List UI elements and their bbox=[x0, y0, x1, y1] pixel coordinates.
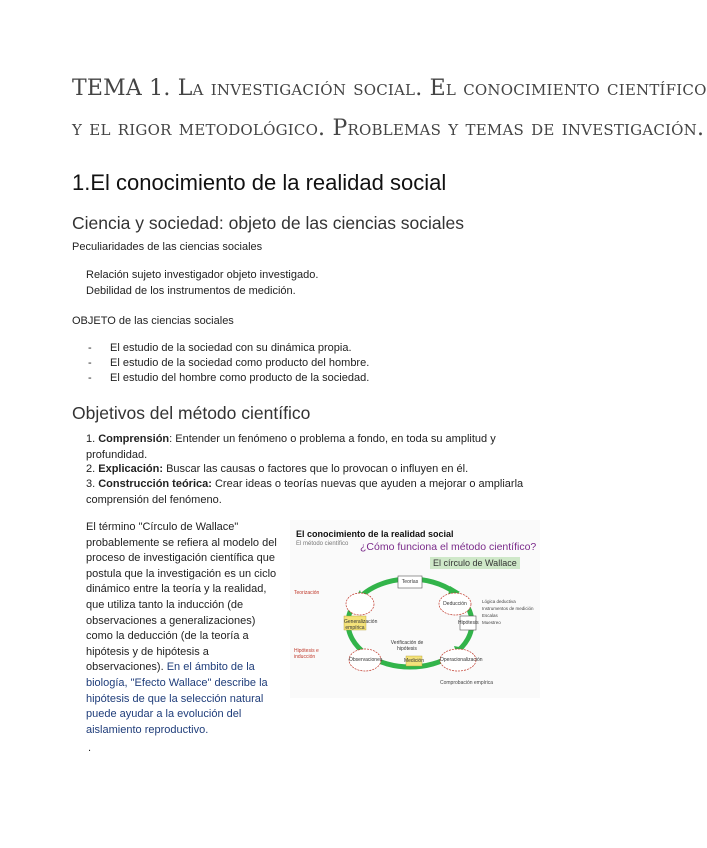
subsection-heading-ciencia: Ciencia y sociedad: objeto de las ciencias sociales bbox=[72, 213, 465, 233]
node-operationalization: Operacionalización bbox=[440, 657, 483, 663]
peculiaridades-label: Peculiaridades de las ciencias sociales bbox=[72, 241, 263, 253]
objeto-label: OBJETO de las ciencias sociales bbox=[72, 315, 234, 327]
node-verification: Verificación de hipótesis bbox=[390, 640, 424, 652]
figure-left-label-bottom: Hipótesis e inducción bbox=[294, 648, 319, 660]
objeto-list-item: - El estudio de la sociedad con su dinámica propia. bbox=[88, 342, 352, 354]
objetivo-item: 3. Construcción teórica: Crear ideas o teorías nuevas que ayuden a mejorar o ampliarla comprensión del fenómeno. bbox=[86, 478, 524, 506]
wallace-paragraph: El término "Círculo de Wallace" probablemente se refiera al modelo del proceso de investigación científica que postula que la investigación es un ciclo dinámico entre la teoría y la realidad, que utiliza tanto la inducción (de observaciones a generalizaciones) como la deducción (de la teoría a hipótesis y de hipótesis a observaciones). En el ámbito de la biología, "Efecto Wallace" describe la hipótesis de que la selección natural puede ayudar a la evolución del aislamiento reproductivo. bbox=[86, 521, 277, 736]
node-theories: Teorías bbox=[401, 579, 419, 585]
figure-title: El conocimiento de la realidad social bbox=[296, 529, 454, 539]
wallace-circle-figure bbox=[290, 520, 540, 698]
objeto-list-item: - El estudio de la sociedad como producto del hombre. bbox=[88, 357, 370, 369]
objetivo-item: 1. Comprensión: Entender un fenómeno o problema a fondo, en toda su amplitud y profundidad. bbox=[86, 433, 496, 461]
figure-left-label-top: Teorización bbox=[294, 590, 320, 596]
peculiaridad-item: Relación sujeto investigador objeto investigado. bbox=[86, 269, 319, 281]
figure-box-label: El círculo de Wallace bbox=[430, 557, 520, 569]
doc-title-line-1: TEMA 1. La investigación social. El conocimiento científico bbox=[72, 76, 707, 101]
figure-question: ¿Cómo funciona el método científico? bbox=[360, 541, 537, 553]
section-heading: 1.El conocimiento de la realidad social bbox=[72, 170, 447, 195]
node-generalization: Generalización empírica bbox=[344, 619, 378, 631]
node-deduction: Deducción bbox=[443, 601, 467, 607]
trailing-dot: . bbox=[88, 742, 92, 754]
doc-title-line-2: y el rigor metodológico. Problemas y temas de investigación. bbox=[72, 116, 705, 141]
subsection-heading-objetivos: Objetivos del método científico bbox=[72, 403, 311, 423]
peculiaridad-item: Debilidad de los instrumentos de medición. bbox=[86, 285, 296, 297]
node-observations: Observaciones bbox=[349, 657, 383, 663]
node-hypothesis: Hipótesis bbox=[458, 620, 479, 626]
figure-right-notes: Lógica deductiva Instrumentos de medición Escalas Muestreo bbox=[482, 599, 534, 625]
objeto-list-item: - El estudio del hombre como producto de la sociedad. bbox=[88, 372, 370, 384]
figure-subtitle: El método científico bbox=[296, 541, 349, 547]
objetivo-item: 2. Explicación: Buscar las causas o factores que lo provocan o influyen en él. bbox=[86, 463, 469, 475]
node-ring-induction bbox=[346, 593, 374, 615]
node-measurement: Medición bbox=[403, 658, 424, 664]
figure-bottom-label: Comprobación empírica bbox=[440, 680, 494, 686]
